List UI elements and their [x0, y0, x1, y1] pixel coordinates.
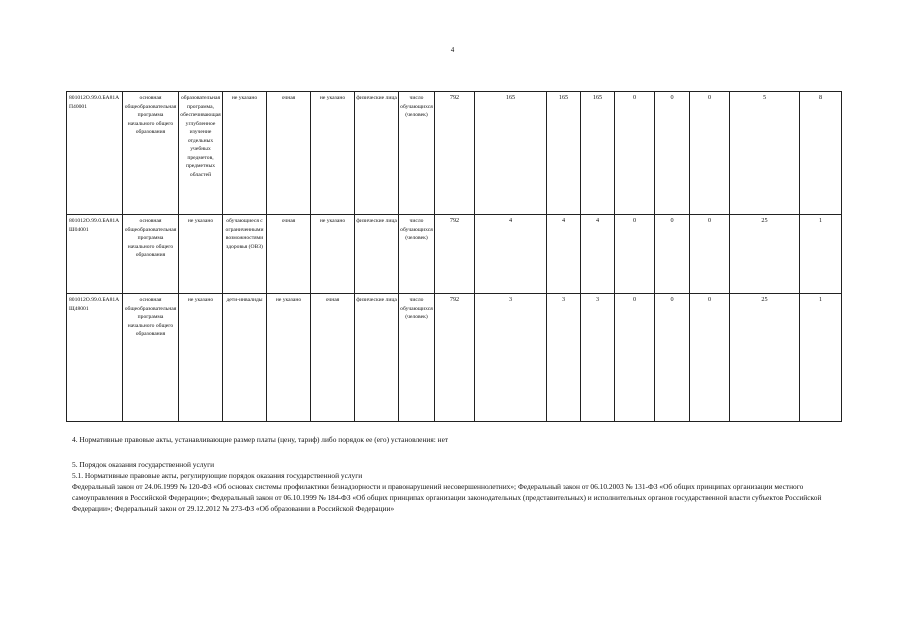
registry-code: 801012О.99.0.БА81АЩ48001	[67, 294, 123, 422]
value-year-3: 3	[581, 294, 615, 422]
section-4-text: 4. Нормативные правовые акты, устанавливающие размер платы (цену, тариф) либо порядок ее (его) установления: нет	[72, 435, 449, 444]
section-5-1-body: Федеральный закон от 24.06.1999 № 120-ФЗ «Об основах системы профилактики безнадзорности и правонарушений несовершеннолетних»; Федеральный закон от 06.10.2003 № 131-ФЗ «Об общих принципах организации местного самоуправления в Российской Федерации»; Федеральный закон от 06.10.1999 № 184-ФЗ «Об общих принципах организации законодательных (представительных) и исполнительных органов государственной власти субъектов Российской Федерации»; Федеральный закон от 29.12.2012 № 273-ФЗ «Об образовании в Российской Федерации»	[72, 482, 822, 513]
indicator-name: число обучающихся (человек)	[399, 92, 435, 215]
section-5-1-title: 5.1. Нормативные правовые акты, регулирующие порядок оказания государственной услуги	[72, 471, 363, 480]
value-year-1: 3	[475, 294, 547, 422]
additional-attribute: очная	[311, 294, 355, 422]
deviation-percent: 25	[730, 294, 800, 422]
deviation-absolute: 1	[800, 215, 842, 294]
fee-year-2: 0	[655, 215, 690, 294]
consumers: физические лица	[355, 215, 399, 294]
value-year-2: 3	[547, 294, 581, 422]
services-table	[66, 91, 842, 422]
additional-attribute: не указано	[311, 92, 355, 215]
section-4-fees	[72, 434, 852, 445]
program-type: основная общеобразовательная программа начального общего образования	[123, 92, 179, 215]
program-type: основная общеобразовательная программа начального общего образования	[123, 294, 179, 422]
student-category: не указано	[223, 92, 267, 215]
fee-year-3: 0	[690, 215, 730, 294]
table-row	[67, 215, 842, 294]
table-body	[67, 92, 842, 422]
indicator-name: число обучающихся (человек)	[399, 215, 435, 294]
value-year-3: 4	[581, 215, 615, 294]
value-year-2: 165	[547, 92, 581, 215]
table-row	[67, 294, 842, 422]
fee-year-1: 0	[615, 215, 655, 294]
consumers: физические лица	[355, 294, 399, 422]
okei-code: 792	[435, 92, 475, 215]
page-number: 4	[450, 46, 455, 54]
additional-attribute: не указано	[311, 215, 355, 294]
okei-code: 792	[435, 294, 475, 422]
student-category: дети-инвалиды	[223, 294, 267, 422]
value-year-3: 165	[581, 92, 615, 215]
fee-year-1: 0	[615, 92, 655, 215]
section-5-procedure	[72, 459, 852, 514]
student-category: обучающиеся с ограниченными возможностями здоровья (ОВЗ)	[223, 215, 267, 294]
deviation-absolute: 1	[800, 294, 842, 422]
fee-year-2: 0	[655, 294, 690, 422]
indicator-name: число обучающихся (человек)	[399, 294, 435, 422]
deviation-percent: 5	[730, 92, 800, 215]
registry-code: 801012О.99.0.БА81АП40001	[67, 92, 123, 215]
section-5-title: 5. Порядок оказания государственной услуги	[72, 460, 215, 469]
value-year-1: 165	[475, 92, 547, 215]
form-of-study: не указано	[267, 294, 311, 422]
program-detail: не указано	[179, 215, 223, 294]
deviation-absolute: 8	[800, 92, 842, 215]
form-of-study: очная	[267, 215, 311, 294]
form-of-study: очная	[267, 92, 311, 215]
value-year-2: 4	[547, 215, 581, 294]
value-year-1: 4	[475, 215, 547, 294]
fee-year-2: 0	[655, 92, 690, 215]
fee-year-3: 0	[690, 92, 730, 215]
program-detail: образовательная программа, обеспечивающая углубленное изучение отдельных учебных предметов, предметных областей	[179, 92, 223, 215]
program-detail: не указано	[179, 294, 223, 422]
table-row	[67, 92, 842, 215]
okei-code: 792	[435, 215, 475, 294]
fee-year-3: 0	[690, 294, 730, 422]
fee-year-1: 0	[615, 294, 655, 422]
registry-code: 801012О.99.0.БА81АШ04001	[67, 215, 123, 294]
deviation-percent: 25	[730, 215, 800, 294]
consumers: физические лица	[355, 92, 399, 215]
program-type: основная общеобразовательная программа начального общего образования	[123, 215, 179, 294]
